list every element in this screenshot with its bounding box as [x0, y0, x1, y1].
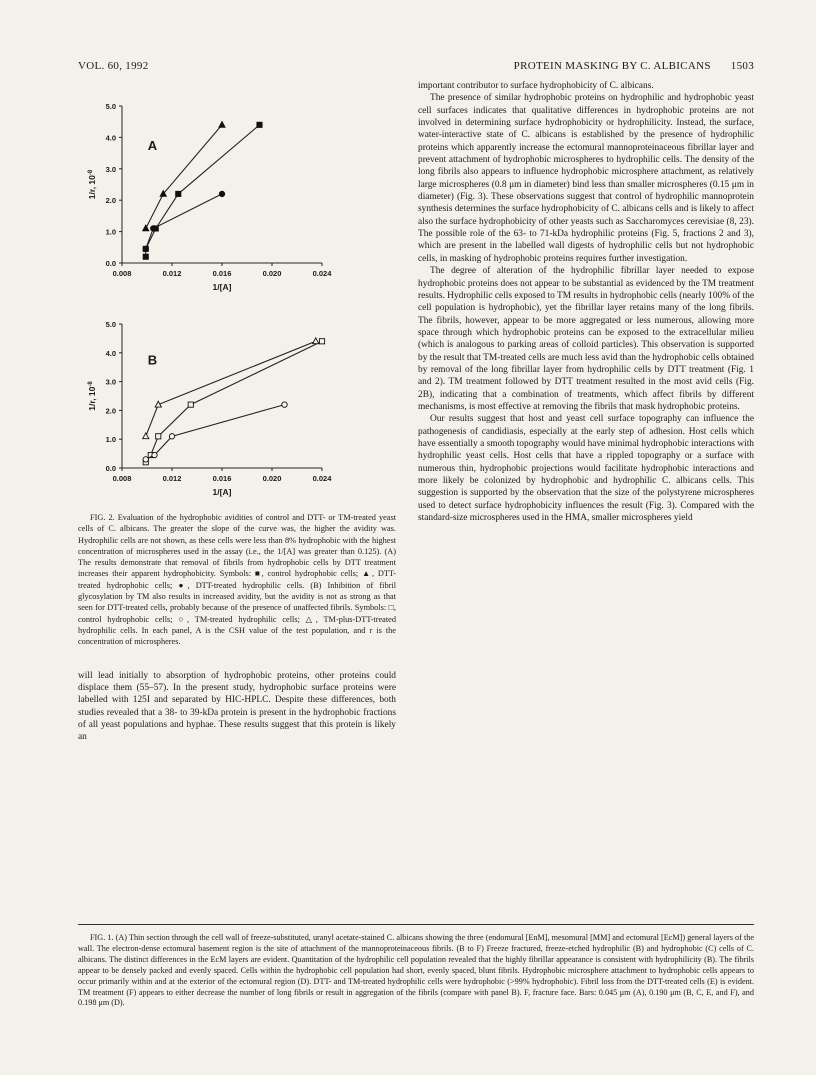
series-line-2 [146, 194, 222, 249]
running-title: PROTEIN MASKING BY C. ALBICANS [513, 60, 711, 72]
page-number: 1503 [730, 60, 754, 72]
panel-label: A [147, 137, 158, 153]
y-tick-label: 4.0 [105, 133, 116, 143]
data-point-1-3 [282, 402, 287, 407]
figure-1-caption: FIG. 1. (A) Thin section through the cell wall of freeze-substituted, uranyl acetate-stained C. albicans showing the three (endomural [EnM], mesomural [MM] and ectomural [EcM]) general layers of the wall. The electron-dense ectomural basement region is the site of attachment of the mannoproteinaceous fibrils. (B to F) Freeze fractured, freeze-etched hydrophilic (B) and hydrophobic (C) cells of C. albicans. The distinct differences in the EcM layers are evident. Quantitation of the hydrophilic cell population revealed that the highly fibrillar appearance is consistent with hydrophilicity (B). The fibrils appear to be densely packed and evenly spaced. Cells within the hydrophobic cell population had short, evenly spaced, blunt fibrils. Hydrophobic microsphere attachment to hydrophobic cells appears to occur primarily within and at the exterior of the ectomural region (D). DTT- and TM-treated hydrophilic cells were hydrophobic (>99% hydrophobic). Fibril loss from the DTT-treated cells (E) is evident. TM treatment (F) appears to either decrease the number of long fibrils or result in aggregation of the fibrils (compare with panel B). F, fracture face. Bars: 0.045 μm (A), 0.190 μm (B, C, E, and F), and 0.198 μm (D). [78, 933, 754, 1008]
data-point-2-2 [313, 338, 319, 344]
y-axis-label-exponent: -8 [88, 381, 94, 387]
y-axis-label-exponent: -8 [88, 169, 94, 176]
left-column [78, 512, 396, 744]
y-tick-label: 0.0 [105, 259, 116, 268]
data-point-0-4 [257, 122, 262, 127]
x-tick-label: 0.012 [162, 269, 182, 278]
x-tick-label: 0.008 [112, 474, 132, 483]
right-paragraph-1: The presence of similar hydrophobic proteins on hydrophilic and hydrophobic yeast cell surfaces indicates that qualitative differences in hydrophobic proteins are not involved in determining surface hydrophobicity or hydrophilicity. Instead, the surface, water-interactive state of C. albicans is established by the presence of hydrophilic proteins which apparently increase the ectomural mannoproteinaceous fibrillar layer and prevent attachment of hydrophobic microspheres to hydrophilic cells. The density of the long fibrils also appears to influence hydrophobic microsphere attachment, as relatively large microspheres (0.8 μm in diameter) bind less than smaller microspheres (0.15 μm in diameter) (Fig. 3). These observations suggest that control of hydrophilic mannoprotein synthesis determines the surface hydrophobicity of C. albicans cells and is likely to affect also the surface hydrophobicity of other yeasts such as Saccharomyces cerevisiae (8, 23). The possible role of the 63- to 71-kDa hydrophilic proteins (Fig. 5, fractions 2 and 3), which are present in the labelled wall digests of hydrophilic cells but not hydrophobic cells, in masking of hydrophobic proteins requires further investigation. [418, 93, 754, 264]
x-axis-label: 1/[A] [212, 487, 232, 497]
y-axis-label: 1/r, $10^{-8}$ [87, 169, 97, 200]
y-tick-label: 3.0 [105, 164, 116, 174]
data-point-2-2 [219, 191, 224, 196]
data-point-1-0 [143, 457, 148, 462]
data-point-1-2 [219, 121, 225, 127]
y-axis-label: 1/r, $10^{-8}$ [87, 381, 97, 411]
data-point-0-3 [188, 402, 193, 407]
x-axis-label: 1/[A] [212, 282, 232, 292]
y-tick-label: 2.0 [105, 196, 116, 206]
right-paragraph-2: The degree of alteration of the hydrophilic fibrillar layer needed to expose hydrophobic proteins does not appear to be substantial as evidenced by the TM treatment results. Hydrophilic cells exposed to TM results in hydrophobic cells (nearly 100% of the cell population is hydrophobic), yet the fibrillar layer retains many of the long fibrils. The fibrils, however, appear to be more aggregated or less numerous, allowing more space through which hydrophobic proteins can be exposed to the extracellular milieu (which is analogous to parking areas of colloid particles). This observation is supported by the result that TM-treated cells are much less avid than the hydrophobic cells obtained by removal of the long fibrillar layer from hydrophilic cells by DTT treatment (Fig. 1 and 2). TM treatment followed by DTT treatment resulted in the most avid cells (Fig. 2B), indicating that a combination of treatments, which affect fibrils by different mechanisms, is most effective at removing the fibrils that mask hydrophobic proteins. [418, 266, 754, 412]
figure-2-caption: FIG. 2. Evaluation of the hydrophobic avidities of control and DTT- or TM-treated yeast cells of C. albicans. The greater the slope of the curve was, the higher the avidity was. Hydrophilic cells are not shown, as these cells were less than 8% hydrophobic with the highest concentration of microspheres used in the assay (i.e., the 1/[A] was greater than 0.125). (A) The results demonstrate that removal of fibrils from hydrophobic cells by DTT treatment increases their apparent hydrophobicity. Symbols: ■, control hydrophobic cells; ▲, DTT-treated hydrophobic cells; ●, DTT-treated hydrophilic cells. (B) Inhibition of fibril glycosylation by TM also results in increased avidity, but the avidity is not as strong as that seen for DTT-treated cells, probably because of the presence of unaffected fibrils. Symbols: □, control hydrophobic cells; ○, TM-treated hydrophilic cells; △, TM-plus-DTT-treated hydrophilic cells. In each panel, A is the CSH value of the test population, and r is the concentration of microspheres. [78, 513, 396, 647]
x-tick-label: 0.024 [312, 474, 332, 483]
left-body-paragraph: will lead initially to absorption of hydrophobic proteins, other proteins could displace them (55–57). In the present study, hydrophobic surface proteins were labelled with 125I and separated by HIC-HPLC. Despite these differences, both studies revealed that a 38- to 39-kDa protein is present in the hydrophobic fractions of all yeast populations and hyphae. These results suggest that this protein is likely an [78, 670, 396, 743]
volume-year: VOL. 60, 1992 [78, 60, 149, 72]
x-tick-label: 0.016 [212, 474, 232, 483]
figure-2b-chart [78, 310, 348, 508]
data-point-0-0 [143, 254, 148, 259]
y-tick-label: 4.0 [105, 348, 116, 358]
y-tick-label: 3.0 [105, 377, 116, 387]
y-tick-label: 1.0 [105, 435, 116, 445]
x-tick-label: 0.008 [112, 269, 132, 278]
data-point-1-0 [143, 225, 149, 231]
x-tick-label: 0.024 [312, 269, 332, 278]
series-line-0 [146, 341, 322, 462]
data-point-2-1 [151, 226, 156, 231]
x-tick-label: 0.016 [212, 269, 232, 278]
series-line-2 [146, 341, 316, 436]
data-point-2-0 [143, 433, 149, 439]
y-tick-label: 0.0 [105, 464, 116, 473]
running-title-block [514, 60, 754, 72]
data-point-0-3 [176, 191, 181, 196]
x-tick-label: 0.020 [262, 269, 282, 278]
x-tick-label: 0.012 [162, 474, 182, 483]
panel-label: B [147, 352, 158, 368]
caption-divider [78, 924, 754, 925]
right-paragraph-3: Our results suggest that host and yeast cell surface topography can influence the pathogenesis of candidiasis, especially at the early step of adhesion. Host cells which have essentially a smooth topography would have minimal hydrophobic interactions with hydrophilic yeast cells. Host cells that have a rippled topography or a surface with numerous thin, hydrophobic projections would facilitate hydrophobic interactions and more likely be colonized by hydrophobic and hydrophilic C. albicans cells. This suggestion is supported by the observation that the size of the polystyrene microspheres used to detect surface hydrophobicity influences the result (Fig. 3). Compared with the standard-size microspheres used in the HMA, smaller microspheres yield [418, 414, 754, 524]
right-paragraph-0: important contributor to surface hydrophobicity of C. albicans. [418, 81, 654, 91]
data-point-1-2 [169, 434, 174, 439]
figure-2a-chart [78, 96, 348, 311]
y-tick-label: 2.0 [105, 406, 116, 416]
running-header [78, 60, 754, 76]
data-point-2-0 [143, 246, 148, 251]
right-column [418, 80, 754, 524]
data-point-0-4 [319, 339, 324, 344]
data-point-1-1 [152, 452, 157, 457]
series-line-1 [146, 405, 285, 460]
y-tick-label: 1.0 [105, 227, 116, 237]
data-point-0-2 [156, 434, 161, 439]
x-tick-label: 0.020 [262, 474, 282, 483]
y-tick-label: 5.0 [105, 320, 116, 329]
y-tick-label: 5.0 [105, 102, 116, 111]
